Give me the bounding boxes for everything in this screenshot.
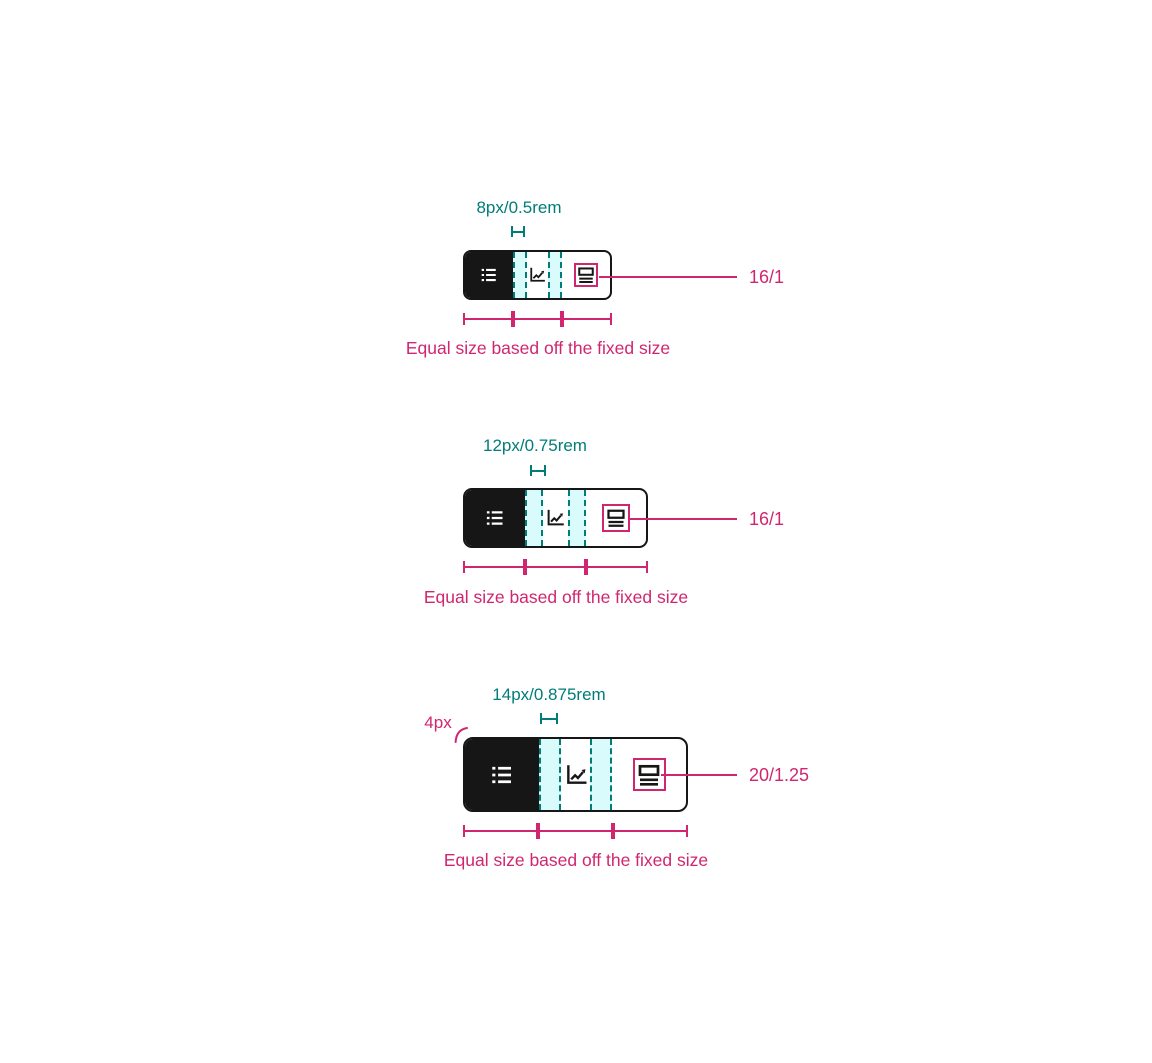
equal-size-caption: Equal size based off the fixed size xyxy=(443,850,709,870)
ruler-third-tick xyxy=(584,559,588,575)
ruler-end-tick xyxy=(463,313,465,325)
equal-width-ruler xyxy=(463,559,648,575)
icon-switcher xyxy=(463,488,648,548)
report-icon xyxy=(577,266,595,284)
ruler-line xyxy=(463,830,688,832)
bracket-tick-right xyxy=(544,465,546,476)
report-icon xyxy=(637,763,661,787)
switcher-segment-last xyxy=(562,252,610,298)
equal-width-ruler xyxy=(463,311,612,327)
equal-width-ruler xyxy=(463,823,688,839)
chart-line-icon xyxy=(564,763,588,787)
spacing-bracket xyxy=(540,713,558,724)
report-icon xyxy=(606,508,626,528)
spacing-band-right xyxy=(590,739,612,810)
equal-size-caption: Equal size based off the fixed size xyxy=(423,587,689,607)
icon-size-label: 20/1.25 xyxy=(749,765,810,785)
switcher-segment-selected xyxy=(465,252,513,298)
spacing-bracket xyxy=(530,465,546,476)
ruler-line xyxy=(463,318,612,320)
spacing-band-right xyxy=(568,490,586,546)
spacing-value-label: 14px/0.875rem xyxy=(492,685,606,704)
ruler-third-tick xyxy=(523,559,527,575)
spacing-band-left xyxy=(525,490,543,546)
ruler-end-tick xyxy=(463,825,465,837)
ruler-third-tick xyxy=(511,311,515,327)
spacing-band-left xyxy=(513,252,527,298)
bracket-tick-right xyxy=(556,713,558,724)
spacing-bracket xyxy=(511,226,525,237)
switcher-segment-selected xyxy=(465,739,539,810)
list-bulleted-icon xyxy=(480,266,498,284)
ruler-third-tick xyxy=(536,823,540,839)
ruler-third-tick xyxy=(560,311,564,327)
equal-size-caption: Equal size based off the fixed size xyxy=(405,338,671,358)
leader-line xyxy=(630,518,737,520)
bracket-bar xyxy=(542,718,556,720)
spacing-band-right xyxy=(548,252,562,298)
icon-size-label: 16/1 xyxy=(749,509,785,529)
bracket-tick-right xyxy=(523,226,525,237)
ruler-end-tick xyxy=(463,561,465,573)
ruler-end-tick xyxy=(646,561,648,573)
icon-switcher xyxy=(463,250,612,300)
icon-size-highlight xyxy=(574,263,598,287)
icon-size-label: 16/1 xyxy=(749,267,785,287)
bracket-bar xyxy=(532,470,544,472)
ruler-end-tick xyxy=(686,825,688,837)
switcher-segment-selected xyxy=(465,490,525,546)
bracket-bar xyxy=(513,231,523,233)
ruler-end-tick xyxy=(610,313,612,325)
list-bulleted-icon xyxy=(485,508,505,528)
ruler-line xyxy=(463,566,648,568)
icon-size-highlight xyxy=(602,504,630,532)
spacing-value-label: 8px/0.5rem xyxy=(476,198,562,217)
corner-radius-label: 4px xyxy=(424,713,452,732)
icon-switcher xyxy=(463,737,688,812)
leader-line xyxy=(599,276,737,278)
spacing-value-label: 12px/0.75rem xyxy=(483,436,587,455)
spacing-band-left xyxy=(539,739,561,810)
list-bulleted-icon xyxy=(490,763,514,787)
chart-line-icon xyxy=(545,508,565,528)
ruler-third-tick xyxy=(611,823,615,839)
chart-line-icon xyxy=(528,266,546,284)
leader-line xyxy=(661,774,737,776)
